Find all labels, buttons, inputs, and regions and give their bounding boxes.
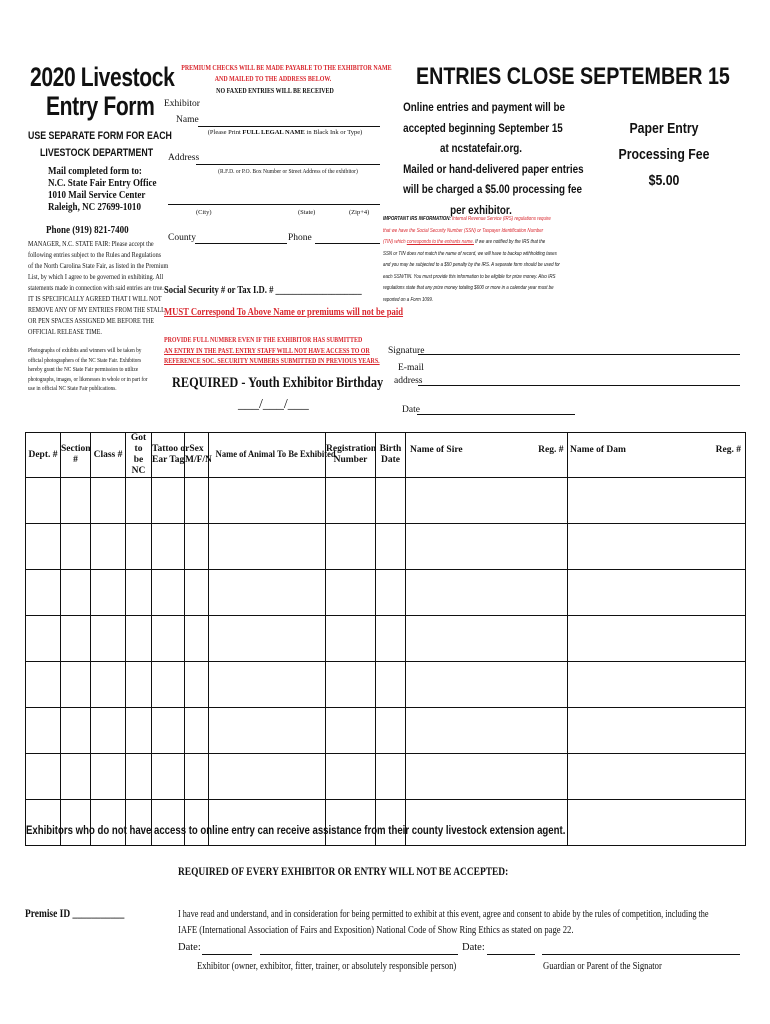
entry-cell[interactable] — [209, 708, 326, 754]
entry-cell[interactable] — [376, 708, 406, 754]
col-sire-label: Name of Sire — [410, 445, 463, 455]
date-label-1: Date: — [178, 942, 201, 953]
online-line: per exhibitor. — [450, 202, 512, 217]
no-faxed-entries: NO FAXED ENTRIES WILL BE RECEIVED — [216, 87, 334, 95]
col-dam-reg — [688, 433, 746, 478]
signature-label: Signature — [388, 346, 425, 356]
address-field[interactable] — [196, 164, 380, 165]
entry-cell[interactable] — [91, 524, 126, 570]
entry-cell[interactable] — [26, 662, 61, 708]
entry-cell[interactable] — [26, 708, 61, 754]
name-hint-pre: (Please Print — [207, 129, 243, 136]
manager-text-line: MANAGER, N.C. STATE FAIR: Please accept the — [28, 239, 154, 248]
entry-cell[interactable] — [326, 616, 376, 662]
exhibitor-date-field[interactable] — [202, 954, 252, 955]
col-sex-label: M/F/N — [185, 455, 212, 465]
county-label: County — [168, 233, 196, 243]
irs-line: If we are notified by the IRS that the — [473, 239, 546, 245]
fee-line: Processing Fee — [618, 146, 710, 163]
entry-cell[interactable] — [568, 800, 688, 846]
mail-address-block — [48, 165, 157, 213]
entry-cell[interactable] — [91, 754, 126, 800]
entry-cell[interactable] — [26, 570, 61, 616]
ssn-field[interactable] — [164, 285, 362, 296]
col-dept — [26, 433, 61, 478]
col-sire — [406, 433, 568, 478]
table-row — [26, 662, 746, 708]
entry-cell[interactable] — [185, 662, 209, 708]
mail-to-label: Mail completed form to: — [48, 165, 142, 177]
entry-cell[interactable] — [91, 616, 126, 662]
entry-cell[interactable] — [688, 800, 746, 846]
col-birth-label: Birth — [379, 444, 402, 454]
date-label: Date — [402, 405, 420, 415]
entry-cell[interactable] — [126, 524, 152, 570]
entry-cell[interactable] — [91, 708, 126, 754]
mail-city: Raleigh, NC 27699-1010 — [48, 201, 141, 213]
ssn-blank: ____________________ — [275, 285, 362, 296]
exhibitor-signature-caption: Exhibitor (owner, exhibitor, fitter, trainer, or absolutely responsible person) — [197, 961, 457, 972]
entry-cell[interactable] — [126, 478, 152, 524]
entry-cell[interactable] — [376, 524, 406, 570]
address-label: Address — [168, 153, 200, 163]
entry-cell[interactable] — [568, 478, 688, 524]
online-entries-block — [386, 97, 584, 220]
entry-cell[interactable] — [568, 570, 688, 616]
entry-cell[interactable] — [688, 524, 746, 570]
entry-cell[interactable] — [376, 478, 406, 524]
col-tattoo-label: Tattoo or — [152, 444, 190, 454]
city-state-zip-field[interactable] — [168, 204, 380, 205]
guardian-signature-field[interactable] — [542, 954, 740, 955]
col-animal-label: Name of Animal To Be Exhibited — [215, 449, 336, 460]
entry-cell[interactable] — [376, 754, 406, 800]
entry-cell[interactable] — [406, 478, 568, 524]
table-row — [26, 708, 746, 754]
col-section-label: # — [73, 455, 78, 465]
irs-line: regulations state that any prize money totaling $600 or more in a calendar year must be — [383, 285, 554, 291]
entry-cell[interactable] — [126, 754, 152, 800]
col-birth-label: Date — [381, 455, 400, 465]
manager-text-line: REMOVE ANY OF MY ENTRIES FROM THE STALL — [28, 305, 165, 314]
irs-line: and you may be subjected to a $50 penalty by the IRS. A separate form should be used for — [383, 262, 560, 268]
date-field[interactable] — [417, 414, 575, 415]
entry-cell[interactable] — [209, 662, 326, 708]
county-field[interactable] — [195, 243, 287, 244]
entry-cell[interactable] — [326, 708, 376, 754]
entry-cell[interactable] — [26, 478, 61, 524]
form-title-line2: Entry Form — [46, 91, 155, 121]
col-tattoo — [152, 433, 190, 478]
entry-cell[interactable] — [326, 478, 376, 524]
entry-cell[interactable] — [209, 524, 326, 570]
entry-rows — [26, 478, 746, 846]
name-hint-bold: FULL LEGAL NAME — [242, 129, 305, 136]
phone-label: Phone — [288, 233, 312, 243]
entry-cell[interactable] — [91, 662, 126, 708]
col-sire-reg-label: Reg. # — [538, 445, 564, 455]
entry-cell[interactable] — [326, 570, 376, 616]
col-registration-label: Registration — [326, 444, 377, 454]
entry-cell[interactable] — [568, 616, 688, 662]
col-dam-reg-label: Reg. # — [715, 445, 741, 455]
entry-office: N.C. State Fair Entry Office — [48, 177, 157, 189]
entry-cell[interactable] — [406, 662, 568, 708]
checks-line: AND MAILED TO THE ADDRESS BELOW. — [214, 75, 332, 83]
birthday-field[interactable]: ___/___/___ — [238, 397, 309, 412]
irs-line: reported on a Form 1099. — [383, 296, 434, 303]
irs-line: SSN or TIN does not match the name of record, we will have to backup withholding taxes — [383, 250, 557, 257]
online-line: at ncstatefair.org. — [439, 141, 523, 155]
col-tattoo-label: Ear Tag — [152, 455, 185, 465]
irs-line: that we have the Social Security Number (SSN) or Taxpayer Identification Number — [383, 227, 544, 234]
entry-cell[interactable] — [209, 754, 326, 800]
ssn-label: Social Security # or Tax I.D. # — [164, 285, 274, 296]
col-dam — [568, 433, 688, 478]
entry-cell[interactable] — [152, 708, 185, 754]
full-number-notice — [164, 335, 418, 367]
entry-cell[interactable] — [185, 524, 209, 570]
table-row — [26, 754, 746, 800]
office-phone: Phone (919) 821-7400 — [46, 224, 129, 236]
address-hint: (R.F.D. or P.O. Box Number or Street Address of the exhibitor) — [218, 168, 358, 175]
entry-cell[interactable] — [26, 524, 61, 570]
entry-cell[interactable] — [185, 708, 209, 754]
checks-line: PREMIUM CHECKS WILL BE MADE PAYABLE TO THE EXHIBITOR NAME — [181, 64, 392, 72]
online-line: Mailed or hand-delivered paper entries — [403, 161, 584, 176]
manager-text-line: OR PEN SPACES ASSIGNED ME BEFORE THE — [28, 316, 155, 325]
manager-text-line: IT IS SPECIFICALLY AGREED THAT I WILL NOT — [28, 294, 162, 303]
entry-cell[interactable] — [152, 616, 185, 662]
entry-cell[interactable] — [91, 478, 126, 524]
agreement-line: IAFE (International Association of Fairs and Exposition) National Code of Show Ring Ethics as stated on page 22. — [178, 925, 574, 936]
entry-cell[interactable] — [61, 570, 91, 616]
entry-cell[interactable] — [406, 708, 568, 754]
manager-text-line: of the North Carolina State Fair, as listed in the Premium — [28, 261, 169, 270]
name-hint-post: in Black Ink or Type) — [304, 129, 363, 136]
guardian-signature-caption: Guardian or Parent of the Signator — [543, 961, 662, 972]
entry-cell[interactable] — [152, 662, 185, 708]
entry-cell[interactable] — [185, 754, 209, 800]
entry-cell[interactable] — [376, 570, 406, 616]
phone-field[interactable] — [315, 243, 380, 244]
col-sex — [185, 433, 212, 478]
entry-cell[interactable] — [61, 662, 91, 708]
online-line: accepted beginning September 15 — [403, 120, 563, 135]
entry-cell[interactable] — [26, 754, 61, 800]
signature-field[interactable] — [418, 354, 740, 355]
entry-cell[interactable] — [126, 616, 152, 662]
entry-cell[interactable] — [152, 524, 185, 570]
entry-cell[interactable] — [326, 524, 376, 570]
entry-cell[interactable] — [185, 478, 209, 524]
fee-amount: $5.00 — [648, 172, 680, 189]
entry-cell[interactable] — [209, 616, 326, 662]
irs-line: Internal Revenue Service (IRS) regulations require — [450, 216, 551, 222]
exhibitor-label: Exhibitor — [164, 99, 200, 109]
entry-cell[interactable] — [688, 478, 746, 524]
photo-text-line: use in official NC State Fair publications. — [28, 385, 117, 392]
zip-hint: (Zip+4) — [349, 209, 370, 216]
name-field[interactable] — [198, 126, 380, 127]
col-dept-label: Dept. # — [28, 449, 58, 460]
use-separate-form: USE SEPARATE FORM FOR EACH — [28, 130, 172, 142]
entry-cell[interactable] — [326, 754, 376, 800]
manager-text-line: statements made in connection with said entries are true. — [28, 283, 164, 292]
mail-service-center: 1010 Mail Service Center — [48, 189, 146, 201]
must-correspond-notice: MUST Correspond To Above Name or premiums will not be paid — [164, 307, 404, 318]
col-dam-label: Name of Dam — [570, 445, 626, 455]
entry-cell[interactable] — [688, 616, 746, 662]
table-row — [26, 478, 746, 524]
city-hint: (City) — [196, 209, 212, 216]
col-section-label: Section — [61, 444, 91, 454]
table-row — [26, 524, 746, 570]
entry-cell[interactable] — [406, 570, 568, 616]
livestock-department: LIVESTOCK DEPARTMENT — [40, 147, 154, 159]
entry-cell[interactable] — [126, 570, 152, 616]
entry-cell[interactable] — [61, 478, 91, 524]
entry-cell[interactable] — [568, 754, 688, 800]
entry-cell[interactable] — [61, 754, 91, 800]
premise-id-field[interactable]: Premise ID ___________ — [25, 908, 125, 920]
irs-information — [383, 214, 683, 306]
table-header-row — [26, 433, 746, 478]
guardian-date-field[interactable] — [487, 954, 535, 955]
entry-cell[interactable] — [152, 570, 185, 616]
entry-cell[interactable] — [126, 662, 152, 708]
entry-cell[interactable] — [61, 616, 91, 662]
entry-cell[interactable] — [406, 524, 568, 570]
entry-cell[interactable] — [688, 754, 746, 800]
entry-cell[interactable] — [568, 708, 688, 754]
entry-cell[interactable] — [152, 754, 185, 800]
entry-cell[interactable] — [406, 754, 568, 800]
online-line: will be charged a $5.00 processing fee — [403, 182, 582, 196]
paper-fee-block — [600, 116, 728, 194]
youth-birthday-label: REQUIRED - Youth Exhibitor Birthday — [172, 375, 384, 391]
photo-text-line: photographs, images, or likenesses in whole or in part for — [28, 375, 148, 383]
email-label: E-mail — [398, 363, 424, 373]
form-title-line1: 2020 Livestock — [30, 62, 175, 92]
entry-cell[interactable] — [91, 570, 126, 616]
manager-text-line: OFFICIAL RELEASE TIME. — [28, 327, 102, 336]
state-hint: (State) — [298, 209, 316, 216]
col-got-label: Got to — [130, 433, 147, 454]
entry-cell[interactable] — [185, 570, 209, 616]
email-field[interactable] — [418, 385, 740, 386]
entry-cell[interactable] — [376, 662, 406, 708]
entry-cell[interactable] — [209, 478, 326, 524]
col-got-label: be NC — [131, 455, 146, 476]
entry-cell[interactable] — [688, 570, 746, 616]
irs-title: IMPORTANT IRS INFORMATION: — [383, 216, 451, 222]
irs-line: (TIN) which — [383, 239, 407, 245]
entry-cell[interactable] — [688, 662, 746, 708]
entry-cell[interactable] — [209, 570, 326, 616]
entry-cell[interactable] — [376, 616, 406, 662]
agreement-line: I have read and understand, and in consideration for being permitted to exhibit at this event, agree and consent to abide by the rules of competition, including the — [178, 909, 709, 920]
photo-text-line: hereby grant the NC State Fair permission to utilize — [28, 366, 139, 373]
photo-text-line: Photographs of exhibits and winners will be taken by — [28, 347, 142, 354]
col-class-label: Class # — [93, 449, 123, 460]
email-address-label: address — [394, 376, 423, 386]
col-animal-name — [209, 433, 336, 478]
full-number-line: REFERENCE SOC. SECURITY NUMBERS SUBMITTED IN PREVIOUS YEARS. — [164, 357, 380, 365]
required-heading: REQUIRED OF EVERY EXHIBITOR OR ENTRY WILL NOT BE ACCEPTED: — [178, 866, 509, 878]
name-hint — [200, 129, 370, 136]
entry-cell[interactable] — [185, 616, 209, 662]
full-number-line: AN ENTRY IN THE PAST. ENTRY STAFF WILL NOT HAVE ACCESS TO OR — [164, 346, 370, 355]
photo-text-line: official photographers of the NC State Fair. Exhibitors — [28, 356, 142, 364]
irs-line: each SSN/TIN. You must provide this information to be eligible for prize money. Also IRS — [383, 273, 556, 280]
extension-assistance-note: Exhibitors who do not have access to online entry can receive assistance from their county livestock extension agent. — [26, 823, 566, 837]
col-got-to-be-nc — [126, 433, 152, 478]
entry-cell[interactable] — [568, 524, 688, 570]
entry-cell[interactable] — [688, 708, 746, 754]
table-row — [26, 616, 746, 662]
table-row — [26, 570, 746, 616]
ethics-agreement — [178, 907, 770, 939]
entry-cell[interactable] — [152, 478, 185, 524]
fee-line: Paper Entry — [629, 120, 699, 137]
col-sex-label: Sex — [189, 444, 204, 454]
entries-close-heading: ENTRIES CLOSE SEPTEMBER 15 — [416, 63, 730, 90]
date-label-2: Date: — [462, 942, 485, 953]
col-class — [91, 433, 126, 478]
col-birth-date — [376, 433, 406, 478]
entry-table — [25, 432, 746, 846]
col-registration-label: Number — [333, 455, 368, 465]
manager-text-line: List, by which I agree to be governed in exhibiting. All — [28, 272, 164, 281]
exhibitor-signature-field[interactable] — [260, 954, 458, 955]
entry-cell[interactable] — [126, 708, 152, 754]
entry-cell[interactable] — [26, 616, 61, 662]
online-line: Online entries and payment will be — [403, 100, 565, 114]
entry-cell[interactable] — [406, 616, 568, 662]
entry-cell[interactable] — [568, 662, 688, 708]
entry-cell[interactable] — [326, 662, 376, 708]
full-number-line: PROVIDE FULL NUMBER EVEN IF THE EXHIBITOR HAS SUBMITTED — [164, 336, 363, 344]
irs-line-underlined: corresponds to the entrants name. — [406, 239, 474, 245]
entry-cell[interactable] — [61, 524, 91, 570]
manager-text-line: following entries subject to the Rules and Regulations — [28, 250, 162, 259]
name-label: Name — [176, 115, 199, 125]
entry-cell[interactable] — [61, 708, 91, 754]
col-section — [61, 433, 91, 478]
premium-checks-notice — [165, 63, 392, 85]
